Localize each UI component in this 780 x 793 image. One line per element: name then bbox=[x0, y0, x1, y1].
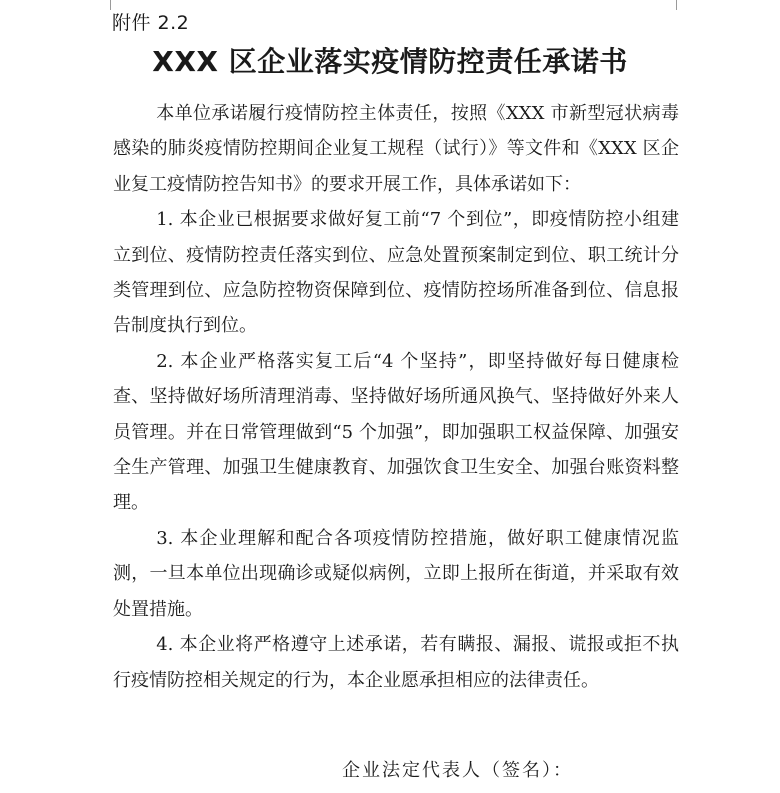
commitment-item-4: 4. 本企业将严格遵守上述承诺，若有瞒报、漏报、谎报或拒不执行疫情防控相关规定的行为，本企业愿承担相应的法律责任。 bbox=[113, 634, 679, 691]
attachment-label: 附件 2.2 bbox=[112, 12, 190, 34]
commitment-item-3: 3. 本企业理解和配合各项疫情防控措施，做好职工健康情况监测，一旦本单位出现确诊或疑似病例，立即上报所在街道，并采取有效处置措施。 bbox=[113, 527, 679, 620]
intro-paragraph: 本单位承诺履行疫情防控主体责任，按照《XXX 市新型冠状病毒感染的肺炎疫情防控期间企业复工规程（试行）》等文件和《XXX 区企业复工疫情防控告知书》的要求开展工作，具体承诺如下： bbox=[113, 103, 679, 195]
commitment-item-2: 2. 本企业严格落实复工后“4 个坚持”，即坚持做好每日健康检查、坚持做好场所清理消毒、坚持做好场所通风换气、坚持做好外来人员管理。并在日常管理做到“5 个加强”，即加强职工权益保障、加强安全生产管理、加强卫生健康教育、加强饮食卫生安全、加强台账资料整理。 bbox=[113, 350, 679, 514]
document-body bbox=[113, 96, 679, 698]
signature-label: 企业法定代表人（签名）： bbox=[342, 760, 573, 781]
page-corner-mark-right bbox=[676, 0, 687, 10]
document-title: XXX 区企业落实疫情防控责任承诺书 bbox=[152, 45, 628, 78]
commitment-item-1: 1. 本企业已根据要求做好复工前“7 个到位”，即疫情防控小组建立到位、疫情防控责任落实到位、应急处置预案制定到位、职工统计分类管理到位、应急防控物资保障到位、疫情防控场所准备到位、信息报告制度执行到位。 bbox=[113, 209, 679, 337]
page-corner-mark-left bbox=[100, 0, 111, 10]
